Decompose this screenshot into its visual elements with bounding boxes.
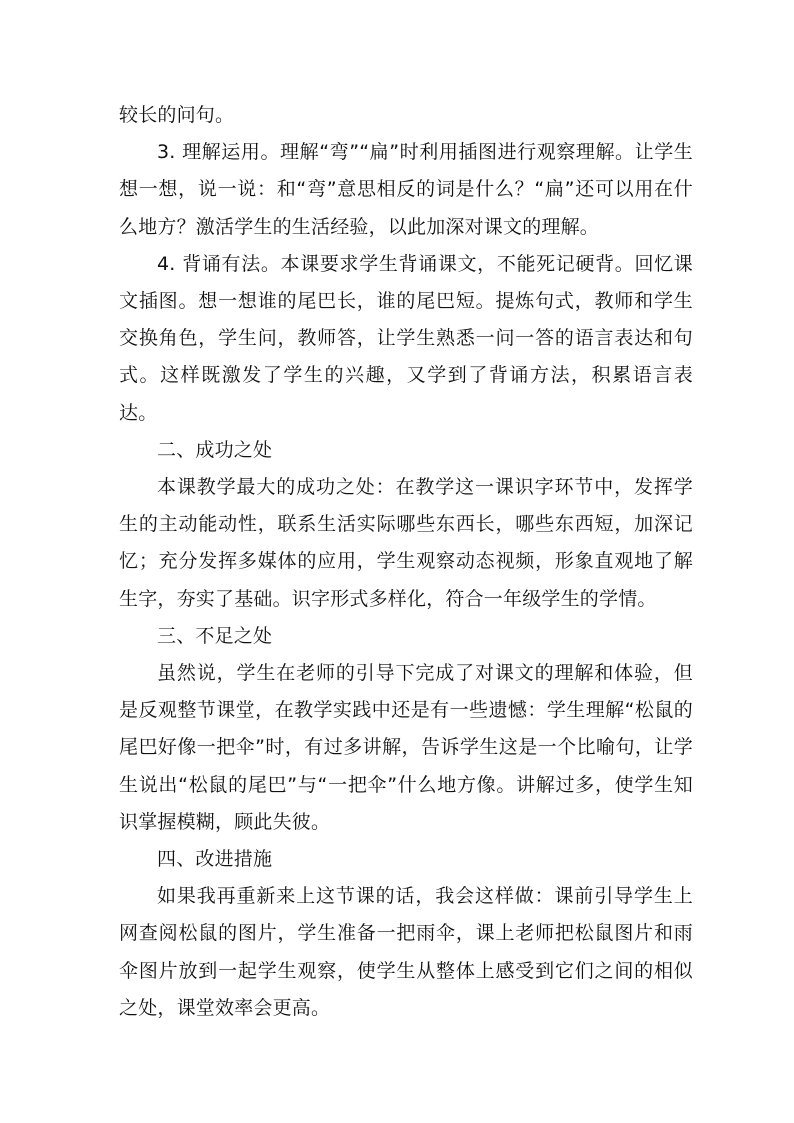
paragraph-continuation: 较长的问句。 — [119, 104, 235, 126]
paragraph-item-4: 4. 背诵有法。本课要求学生背诵课文，不能死记硬背。回忆课文插图。想一想谁的尾巴长，谁的尾巴短。提炼句式，教师和学生交换角色，学生问，教师答，让学生熟悉一问一答的语言表达和句式。这样既激发了学生的兴趣，又学到了背诵方法，积累语言表达。 — [119, 252, 693, 424]
section-heading-shortcomings: 三、不足之处 — [157, 624, 273, 647]
section-heading-success: 二、成功之处 — [157, 438, 273, 461]
paragraph-improvements: 如果我再重新来上这节课的话，我会这样做：课前引导学生上网查阅松鼠的图片，学生准备一把雨伞，课上老师把松鼠图片和雨伞图片放到一起学生观察，使学生从整体上感受到它们之间的相似之处，课堂效率会更高。 — [119, 885, 693, 1019]
document-page — [119, 97, 693, 1027]
section-heading-improvements: 四、改进措施 — [157, 848, 273, 871]
paragraph-shortcomings: 虽然说，学生在老师的引导下完成了对课文的理解和体验，但是反观整节课堂，在教学实践中还是有一些遗憾：学生理解“松鼠的尾巴好像一把伞”时，有过多讲解，告诉学生这是一个比喻句，让学生说出“松鼠的尾巴”与“一把伞”什么地方像。讲解过多，使学生知识掌握模糊，顾此失彼。 — [119, 662, 693, 833]
paragraph-success: 本课教学最大的成功之处：在教学这一课识字环节中，发挥学生的主动能动性，联系生活实际哪些东西长，哪些东西短，加深记忆；充分发挥多媒体的应用，学生观察动态视频，形象直观地了解生字，夯实了基础。识字形式多样化，符合一年级学生的学情。 — [119, 476, 693, 610]
paragraph-item-3: 3. 理解运用。理解“弯”“扁”时利用插图进行观察理解。让学生想一想，说一说：和“弯”意思相反的词是什么？“扁”还可以用在什么地方？激活学生的生活经验，以此加深对课文的理解。 — [119, 141, 693, 238]
